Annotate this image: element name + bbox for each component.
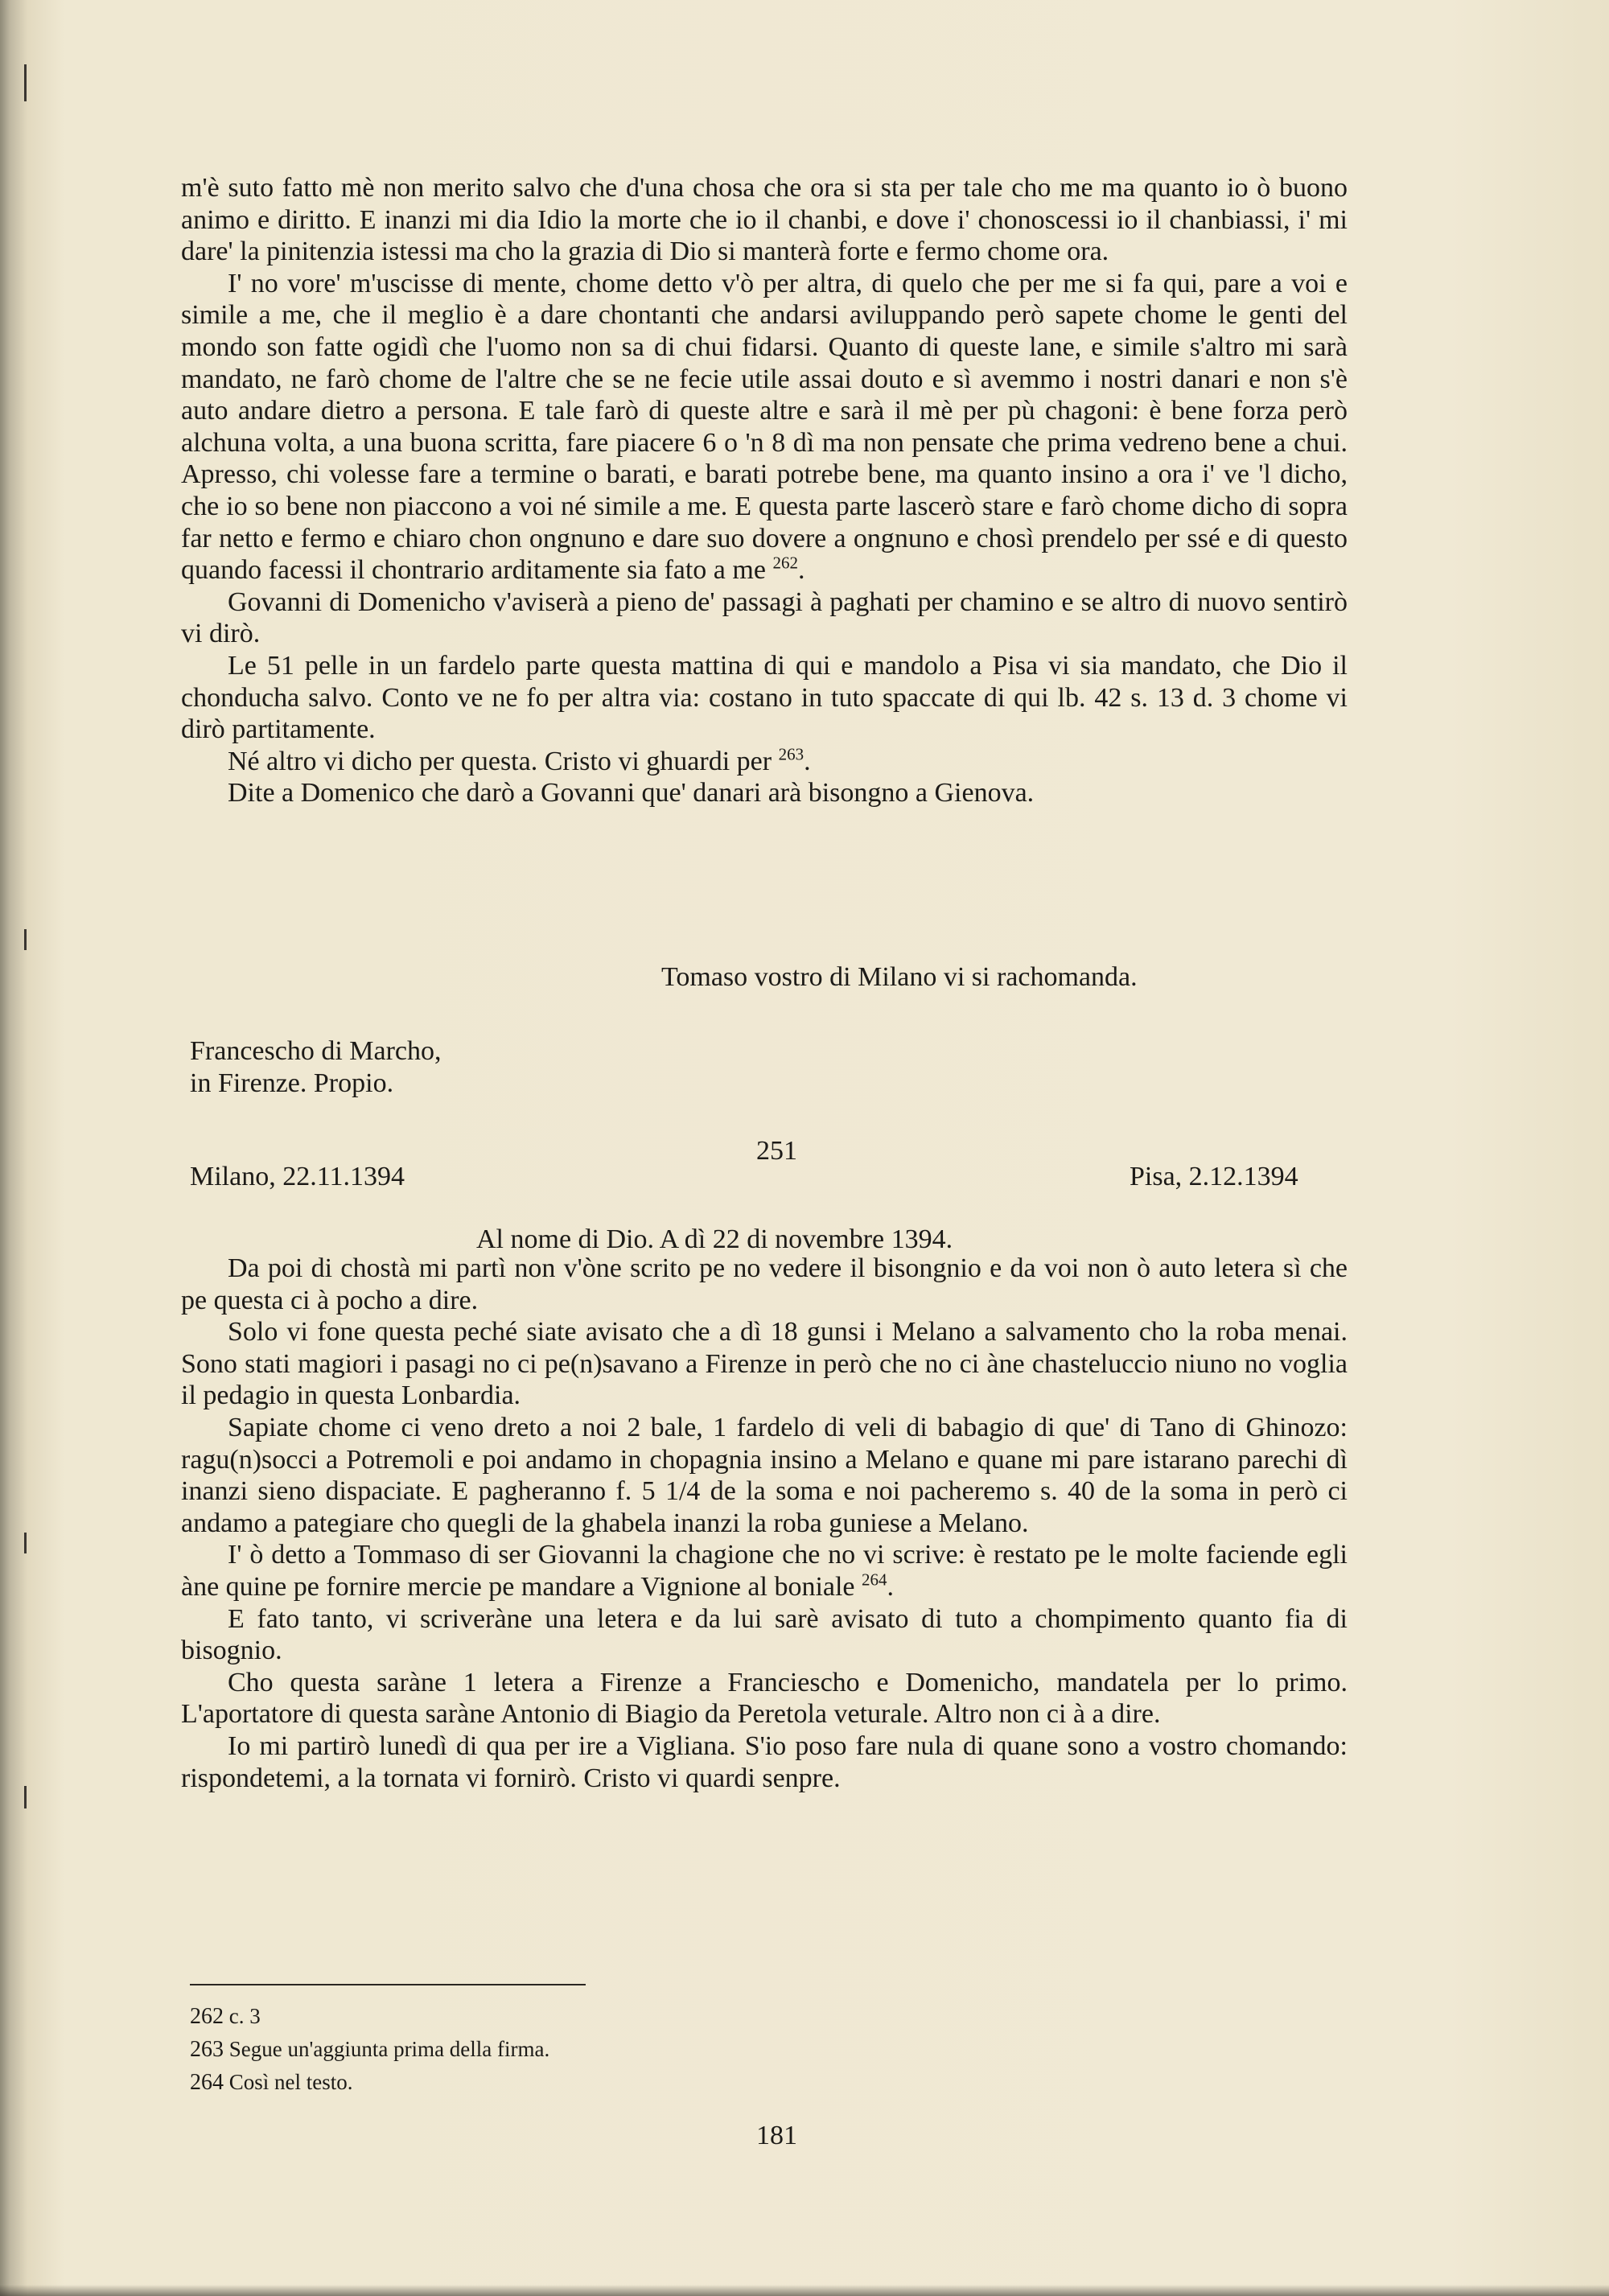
address-block	[190, 1035, 442, 1100]
body-paragraph: Da poi di chostà mi partì non v'òne scrito pe no vedere il bisongnio e da voi non ò auto letera sì che pe questa ci à pocho a dire.	[181, 1253, 1348, 1315]
page-edge-mark	[24, 929, 27, 950]
body-paragraph: Né altro vi dicho per questa. Cristo vi ghuardi per $^{263}$.	[228, 744, 811, 776]
body-paragraph: I' ò detto a Tommaso di ser Giovanni la chagione che no vi scrive: è restato pe le molte faciende egli àne quine pe fornire mercie pe mandare a Vignione al boniale $^{264}$.	[181, 1540, 1348, 1602]
footnote-ref: 264	[862, 1570, 887, 1590]
body-paragraph: Sapiate chome ci veno dreto a noi 2 bale, 1 fardelo di veli di babagio di que' di Tano di Ghinozo: ragu(n)socci a Potremoli e poi andamo in chopagnia insino a Melano e quane mi pare istarano parechi dì inanzi sieno dispaciate. E pagheranno f. 5 1/4 de la soma e noi pacheremo s. 40 de la soma in però ci andamo a pategiare cho quegli de la ghabela inanzi la roba guniese a Melano.	[181, 1412, 1348, 1538]
body-paragraph: E fato tanto, vi scriveràne una letera e da lui sarè avisato di tuto a chompimento quanto fia di bisognio.	[181, 1603, 1348, 1666]
address-line: Francescho di Marcho,	[190, 1036, 442, 1066]
body-paragraph: Solo vi fone questa peché siate avisato che a dì 18 gunsi i Melano a salvamento cho la roba menai. Sono stati magiori i pasagi no ci pe(n)savano a Firenze in però che no ci àne chasteluccio niuno no voglia il pedagio in questa Lonbardia.	[181, 1317, 1348, 1411]
footnotes	[190, 2000, 549, 2099]
page-number: 181	[756, 2121, 797, 2150]
page-edge-mark	[24, 1786, 27, 1808]
footnote: 263 Segue un'aggiunta prima della firma.	[190, 2037, 550, 2062]
letter-251-body	[181, 1253, 1348, 1794]
footnote-ref: 263	[778, 744, 804, 764]
body-paragraph: m'è suto fatto mè non merito salvo che d'una chosa che ora si sta per tale cho me ma quanto io ò buono animo e diritto. E inanzi mi dia Idio la morte che io il chanbi, e dove i' chonoscessi io il chanbiassi, i' mi dare' la pinitenzia istessi ma cho la grazia di Dio si manterà forte e fermo chome ora.	[181, 173, 1348, 267]
letter-heading: Al nome di Dio. A dì 22 di novembre 1394.	[476, 1224, 953, 1254]
footnote-divider	[190, 1984, 586, 1985]
footnote: 262 c. 3	[190, 2004, 261, 2029]
date-destination: Pisa, 2.12.1394	[1130, 1162, 1298, 1191]
date-origin: Milano, 22.11.1394	[190, 1162, 405, 1191]
body-paragraph: Cho questa saràne 1 letera a Firenze a Franciescho e Domenicho, mandatela per lo primo. L'aportatore di questa saràne Antonio di Biagio da Peretola veturale. Altro non ci à a dire.	[181, 1667, 1348, 1730]
footnote: 264 Così nel testo.	[190, 2070, 353, 2095]
footnote-ref: 262	[772, 553, 798, 573]
signature: Tomaso vostro di Milano vi si rachomanda.	[661, 962, 1138, 992]
letter-number: 251	[756, 1136, 797, 1166]
body-paragraph: Le 51 pelle in un fardelo parte questa mattina di qui e mandolo a Pisa vi sia mandato, che Dio il chonducha salvo. Conto ve ne fo per altra via: costano in tuto spaccate di qui lb. 42 s. 13 d. 3 chome vi dirò partitamente.	[181, 650, 1348, 745]
page-edge-mark	[24, 64, 27, 101]
page-bottom-shadow	[0, 2285, 1609, 2296]
body-paragraph: Io mi partirò lunedì di qua per ire a Vigliana. S'io poso fare nula di quane sono a vostro chomando: rispondetemi, a la tornata vi fornirò. Cristo vi quardi senpre.	[181, 1730, 1348, 1793]
page-edge-mark	[24, 1533, 27, 1553]
letter-250-body	[181, 172, 1348, 809]
body-paragraph: Govanni di Domenicho v'aviserà a pieno de' passagi à paghati per chamino e se altro di nuovo sentirò vi dirò.	[181, 586, 1348, 649]
address-line: in Firenze. Propio.	[190, 1068, 394, 1098]
body-paragraph: I' no vore' m'uscisse di mente, chome detto v'ò per altra, di quelo che per me si fa qui, pare a voi e simile a me, che il meglio è a dare chontanti che andarsi aviluppando però sapete chome le genti del mondo son fatte ogidì che l'uomo non sa di chui fidarsi. Quanto di queste lane, e simile s'altro mi sarà mandato, ne farò chome de l'altre che se ne fecie utile assai douto e sì avemmo i nostri danari e non s'è auto andare dietro a persona. E tale farò di queste altre e sarà il mè per pù chagoni: è bene forza però alchuna volta, a una buona scritta, fare piacere 6 o 'n 8 dì ma non pensate che prima vedreno bene a chui. Apresso, chi volesse fare a termine o barati, e barati potrebe bene, ma quanto insino a ora i' ve 'l dicho, che io so bene non piaccono a voi né simile a me. E questa parte lascerò stare e farò chome dicho di sopra far netto e fermo e chiaro chon ongnuno e dare suo dovere a ongnuno e chosì prendelo per ssé e di questo quando facessi il chontrario arditamente sia fato a me $^{262}$.	[181, 268, 1348, 586]
body-paragraph: Dite a Domenico che darò a Govanni que' danari arà bisongno a Gienova.	[228, 778, 1035, 809]
